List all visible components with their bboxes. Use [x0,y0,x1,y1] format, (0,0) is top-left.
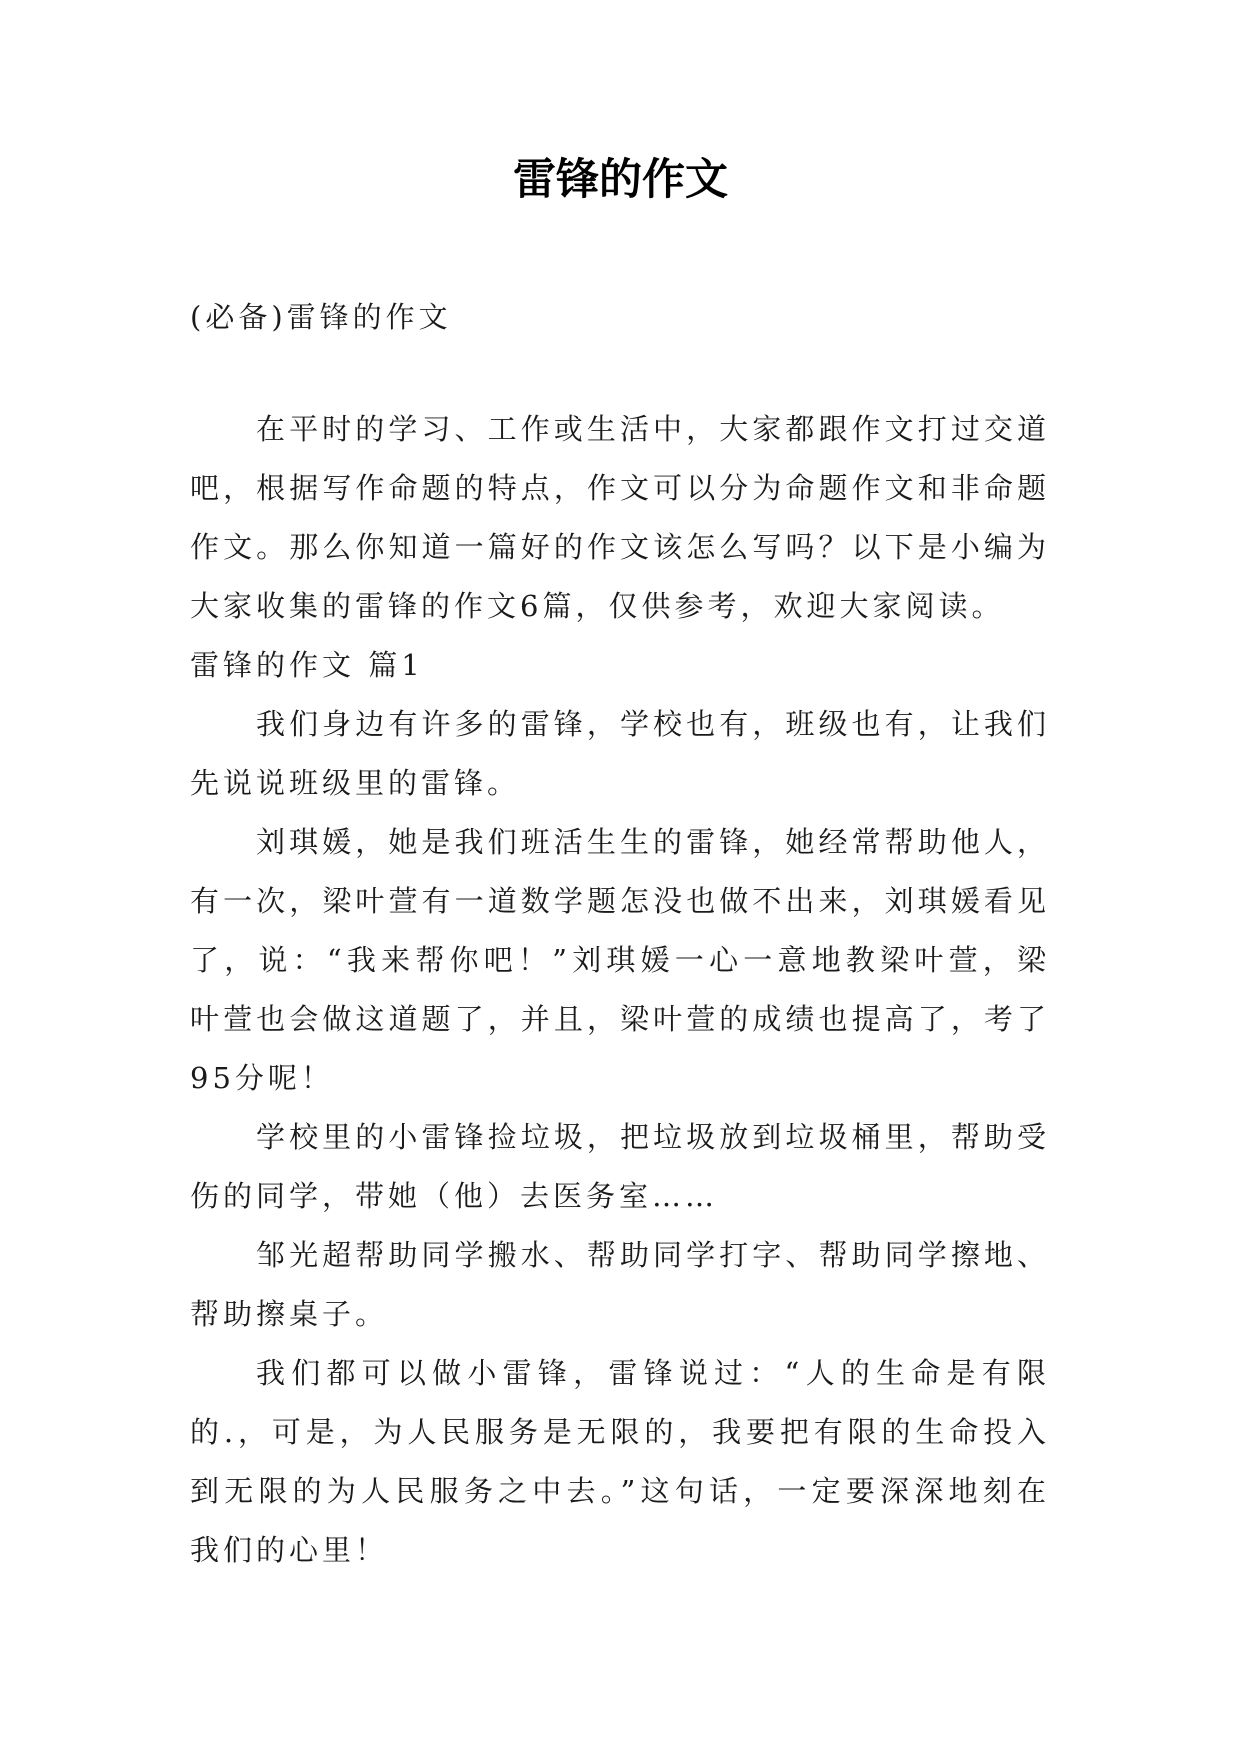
body-paragraph: 学校里的小雷锋捡垃圾，把垃圾放到垃圾桶里，帮助受伤的同学，带她（他）去医务室…… [190,1120,1050,1213]
document-title: 雷锋的作文 [513,155,728,205]
body-paragraph: 刘琪媛，她是我们班活生生的雷锋，她经常帮助他人，有一次，梁叶萱有一道数学题怎没也做不出来，刘琪媛看见了，说：“我来帮你吧！”刘琪媛一心一意地教梁叶萱，梁叶萱也会做这道题了，并且，梁叶萱的成绩也提高了，考了95分呢！ [190,825,1050,1095]
body-paragraph: 邹光超帮助同学搬水、帮助同学打字、帮助同学擦地、帮助擦桌子。 [190,1238,1050,1331]
intro-paragraph: 在平时的学习、工作或生活中，大家都跟作文打过交道吧，根据写作命题的特点，作文可以分为命题作文和非命题作文。那么你知道一篇好的作文该怎么写吗？以下是小编为大家收集的雷锋的作文6篇，仅供参考，欢迎大家阅读。 [190,412,1050,623]
section-heading: 雷锋的作文 篇1 [190,648,424,682]
body-paragraph: 我们都可以做小雷锋，雷锋说过：“人的生命是有限的.，可是，为人民服务是无限的，我要把有限的生命投入到无限的为人民服务之中去。”这句话，一定要深深地刻在我们的心里！ [190,1356,1050,1567]
document-subtitle: (必备)雷锋的作文 [190,300,452,334]
document-body [190,400,1050,1580]
body-paragraph: 我们身边有许多的雷锋，学校也有，班级也有，让我们先说说班级里的雷锋。 [190,707,1050,800]
